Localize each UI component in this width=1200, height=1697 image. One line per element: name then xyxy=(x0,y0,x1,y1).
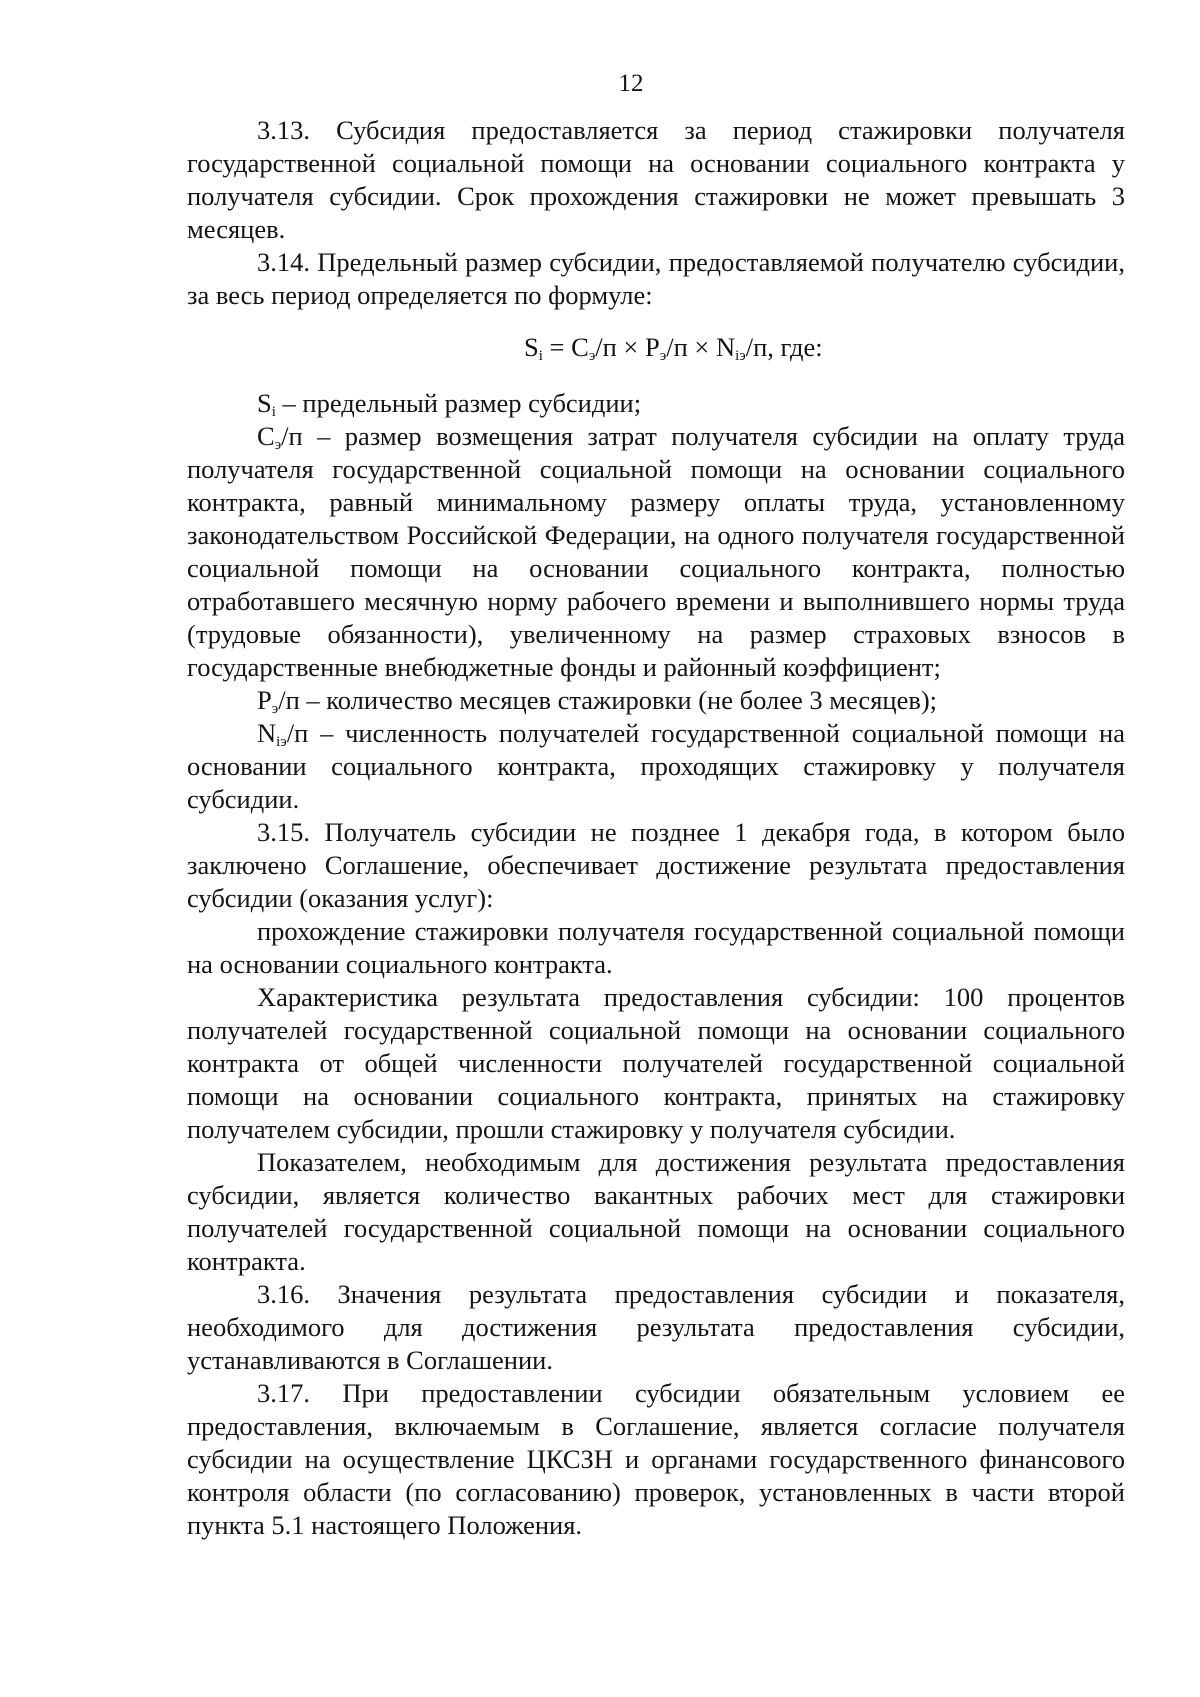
page-number: 12 xyxy=(618,70,644,97)
formula-c: С xyxy=(571,332,589,362)
formula-n-subscript: iэ xyxy=(735,348,746,364)
definition-n-subscript: iэ xyxy=(276,734,287,750)
definition-s-symbol: S xyxy=(257,388,272,418)
definition-c-text: /п – размер возмещения затрат получателя субсидии на оплату труда получателя государственной социальной помощи на основании социального контракта, равный минимальному размеру оплаты труда, установленному законодательством Российской Федерации, на одного получателя государственной социальной помощи на основании социального контракта, полностью отработавшего месячную норму рабочего времени и выполнившего нормы труда (трудовые обязанности), увеличенному на размер страховых взносов в государственные внебюджетные фонды и районный коэффициент; xyxy=(187,421,1125,682)
definition-c-symbol: С xyxy=(257,421,275,451)
definition-c-subscript: э xyxy=(274,437,282,453)
paragraph-3-15-characteristic: Характеристика результата предоставления субсидии: 100 процентов получателей государственной социальной помощи на основании социального контракта от общей численности получателей государственной социальной помощи на основании социального контракта, принятых на стажировку получателем субсидии, прошли стажировку у получателя субсидии. xyxy=(187,982,1125,1144)
formula-n: N xyxy=(715,332,736,362)
formula-p-tail: /п × xyxy=(666,332,716,362)
definition-n-text: /п – численность получателей государственной социальной помощи на основании социального контракта, проходящих стажировку у получателя субсидии. xyxy=(187,718,1125,814)
paragraph-3-14: 3.14. Предельный размер субсидии, предоставляемой получателю субсидии, за весь период определяется по формуле: xyxy=(187,247,1125,310)
paragraph-3-13: 3.13. Субсидия предоставляется за период стажировки получателя государственной социальной помощи на основании социального контракта у получателя субсидии. Срок прохождения стажировки не может превышать 3 месяцев. xyxy=(187,115,1125,244)
definition-p xyxy=(187,684,1125,717)
formula-equals: = xyxy=(542,332,572,362)
definition-s-text: – предельный размер субсидии; xyxy=(275,388,642,418)
definition-n-symbol: N xyxy=(257,718,277,748)
formula-n-tail: /п, где: xyxy=(745,332,823,362)
paragraph-3-15: 3.15. Получатель субсидии не позднее 1 декабря года, в котором было заключено Соглашение, обеспечивает достижение результата предоставления субсидии (оказания услуг): xyxy=(187,817,1125,913)
definition-p-symbol: Р xyxy=(257,685,272,715)
definition-s-subscript: i xyxy=(271,404,276,420)
definition-c xyxy=(187,420,1125,684)
definition-n xyxy=(187,717,1125,816)
subsidy-formula xyxy=(187,331,1125,364)
definition-p-subscript: э xyxy=(271,701,279,717)
formula-s: S xyxy=(524,332,539,362)
paragraph-3-15-indicator: Показателем, необходимым для достижения результата предоставления субсидии, является количество вакантных рабочих мест для стажировки получателей государственной социальной помощи на основании социального контракта. xyxy=(187,1147,1125,1276)
formula-c-subscript: э xyxy=(588,348,596,364)
definition-s xyxy=(187,387,1125,420)
formula-p-subscript: э xyxy=(659,348,667,364)
formula-s-subscript: i xyxy=(538,348,543,364)
paragraph-3-16: 3.16. Значения результата предоставления субсидии и показателя, необходимого для достижения результата предоставления субсидии, устанавливаются в Соглашении. xyxy=(187,1279,1125,1375)
paragraph-3-17: 3.17. При предоставлении субсидии обязательным условием ее предоставления, включаемым в Соглашение, является согласие получателя субсидии на осуществление ЦКСЗН и органами государственного финансового контроля области (по согласованию) проверок, установленных в части второй пункта 5.1 настоящего Положения. xyxy=(187,1378,1125,1540)
paragraph-3-15-item: прохождение стажировки получателя государственной социальной помощи на основании социального контракта. xyxy=(187,916,1125,979)
definition-p-text: /п – количество месяцев стажировки (не более 3 месяцев); xyxy=(278,685,938,715)
formula-c-tail: /п × xyxy=(595,332,646,362)
document-body xyxy=(187,114,1125,1542)
formula-p: Р xyxy=(645,332,660,362)
